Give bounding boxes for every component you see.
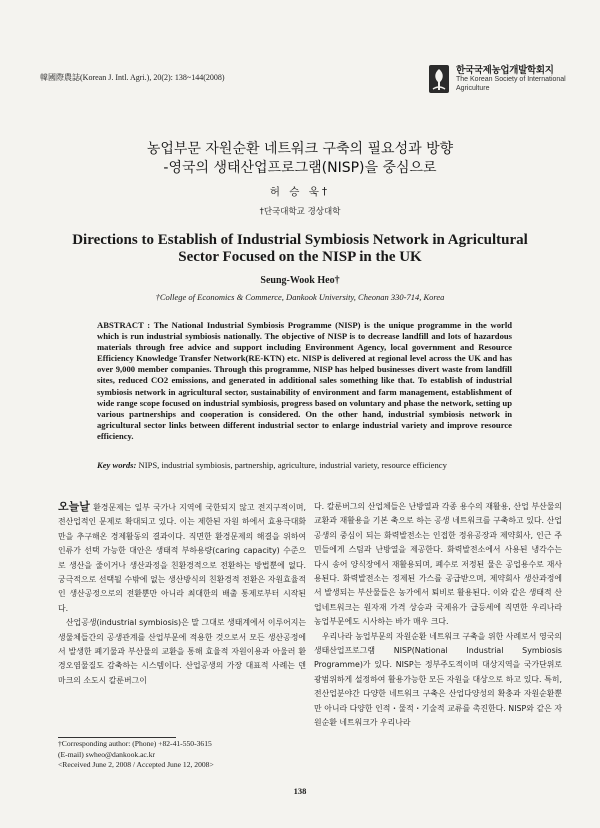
body-column-right [314, 500, 562, 731]
society-name-english: The Korean Society of International Agriculture [456, 76, 566, 92]
abstract-label: ABSTRACT : [97, 320, 151, 330]
korean-title-line1: 농업부문 자원순환 네트워크 구축의 필요성과 방향 [146, 141, 454, 157]
body-paragraph: 다. 칼룬버그의 산업체들은 난방열과 각종 용수의 재활용, 산업 부산물의 교환과 재활용을 기본 축으로 하는 공생 네트워크를 구축하고 있다. 산업공생의 중심이 되는 화력발전소는 인접한 정유공장과 제약회사, 인근 주민들에게 스팀과 난방열을 제공한다. 화력발전소에서 사용된 냉각수는 다시 송어 양식장에서 재활용되며, 폐수로 저정된 물은 공업용수로 재사용된다. 화력발전소는 정제된 가스를 공급받으며, 제약회사 생산과정에서 발생되는 부산물들은 농가에서 퇴비로 활용된다. 이와 같은 생태적 산업네트워크는 원자재 가격 상승과 국제유가 급등세에 직면한 우리나라 농업부문에도 시사하는 바가 매우 크다. [314, 502, 562, 627]
lead-word: 오늘날 [58, 500, 90, 513]
body-paragraph: 산업공생(industrial symbiosis)은 말 그대로 생태계에서 이루어지는 생물체들간의 공생관계를 산업부문에 적용한 것으로서 모든 생산공정에서 발생한 폐기물과 부산물의 교환을 통해 효율적 자원이용과 아울러 환경오염물질도 감축하는 시스템이다. 산업공생의 가장 대표적 사례는 덴마크의 소도시 칼룬버그이 [58, 618, 306, 685]
footnote-divider [58, 737, 176, 738]
keywords-label: Key words: [97, 460, 137, 470]
korean-title [0, 140, 600, 178]
footnotes [58, 739, 308, 771]
english-author: Seung-Wook Heo† [260, 275, 340, 286]
english-affiliation: †College of Economics & Commerce, Dankook University, Cheonan 330-714, Korea [155, 292, 445, 302]
abstract [97, 320, 512, 442]
keywords [97, 460, 517, 470]
society-name-korean: 한국국제농업개발학회지 [456, 65, 554, 76]
korean-affiliation: †단국대학교 경상대학 [259, 207, 341, 217]
body-text: 환경문제는 일부 국가나 지역에 국한되지 않고 전지구적이며, 전산업적인 문제로 확대되고 있다. 이는 제한된 자원 하에서 효용극대화만을 추구해온 경제활동의 결과이다. 직면한 환경문제의 해결을 위하여 인류가 선택 가능한 대안은 생태적 부하용량(caring capacity) 수준으로 생산을 줄이거나 생산과정을 친환경적으로 전환하는 방법뿐에 없다. 궁극적으로 선택될 수밖에 없는 생산방식의 친환경적 전환은 자원효율적인 생산공정으로의 전환뿐만 아니라 최대한의 배출 통제로부터 시작된다. [58, 503, 306, 613]
footnote-received: <Received June 2, 2008 / Accepted June 12, 2008> [58, 760, 214, 770]
body-paragraph: 우리나라 농업부문의 자원순환 네트워크 구축을 위한 사례로서 영국의 생태산업프로그램 NISP(National Industrial Symbiosis Programme)가 있다. NISP는 정부주도적이며 대상지역을 국가단위로 광범위하게 설정하여 활용가능한 모든 자원을 대상으로 하고 있다. 특히, 전산업분야간 다양한 네트워크 구축은 산업다양성의 확충과 자원순환뿐만 아니라 다양한 인적・물적・기술적 교류를 촉진한다. NISP와 같은 자원순환 네트워크가 우리나라 [314, 631, 562, 728]
body-column-left [58, 500, 306, 688]
body-paragraph [58, 500, 306, 616]
journal-citation: 韓國際農誌(Korean J. Intl. Agri.), 20(2): 138~144(2008) [40, 73, 225, 82]
korean-title-line2: -영국의 생태산업프로그램(NISP)을 중심으로 [163, 160, 437, 176]
korean-author: 허 승 욱† [269, 186, 331, 198]
keywords-text: NIPS, industrial symbiosis, partnership, agriculture, industrial variety, resource efficiency [138, 460, 447, 470]
abstract-text: The National Industrial Symbiosis Programme (NISP) is the unique programme in the world which is run industrial symbiosis nationally. The objective of NISP is to decrease landfill and lots of hazardous materials through free advice and support including Environment Agency, local government and Resource Efficiency Knowledge Transfer Network(RE-KTN) etc. NISP is delivered at regional level across the UK and has over 9,000 member companies. Through this programme, NISP has helped businesses divert waste from landfill sites, reduced CO2 emissions, and generated in additional sales something like that. To establish of industrial symbiosis network in agricultural sector, sustainability of environment and farm management, establishment of wide range scope focused on industrial symbiosis, progress based on voluntary and phase the network, setting up various partnerships and cooperation is considered. On the other hand, industrial symbiosis network in agricultural sector links between different industrial sector to enlarge industrial variety and improve resource efficiency. [97, 320, 512, 441]
english-title: Directions to Establish of Industrial Symbiosis Network in Agricultural Sector Focused on the NISP in the UK [72, 232, 528, 265]
page-number: 138 [293, 786, 307, 796]
footnote-email: (E-mail) swheo@dankook.ac.kr [58, 749, 156, 759]
footnote-corresponding: †Corresponding author: (Phone) +82-41-550-3615 [58, 739, 212, 748]
society-logo-icon [428, 64, 450, 94]
